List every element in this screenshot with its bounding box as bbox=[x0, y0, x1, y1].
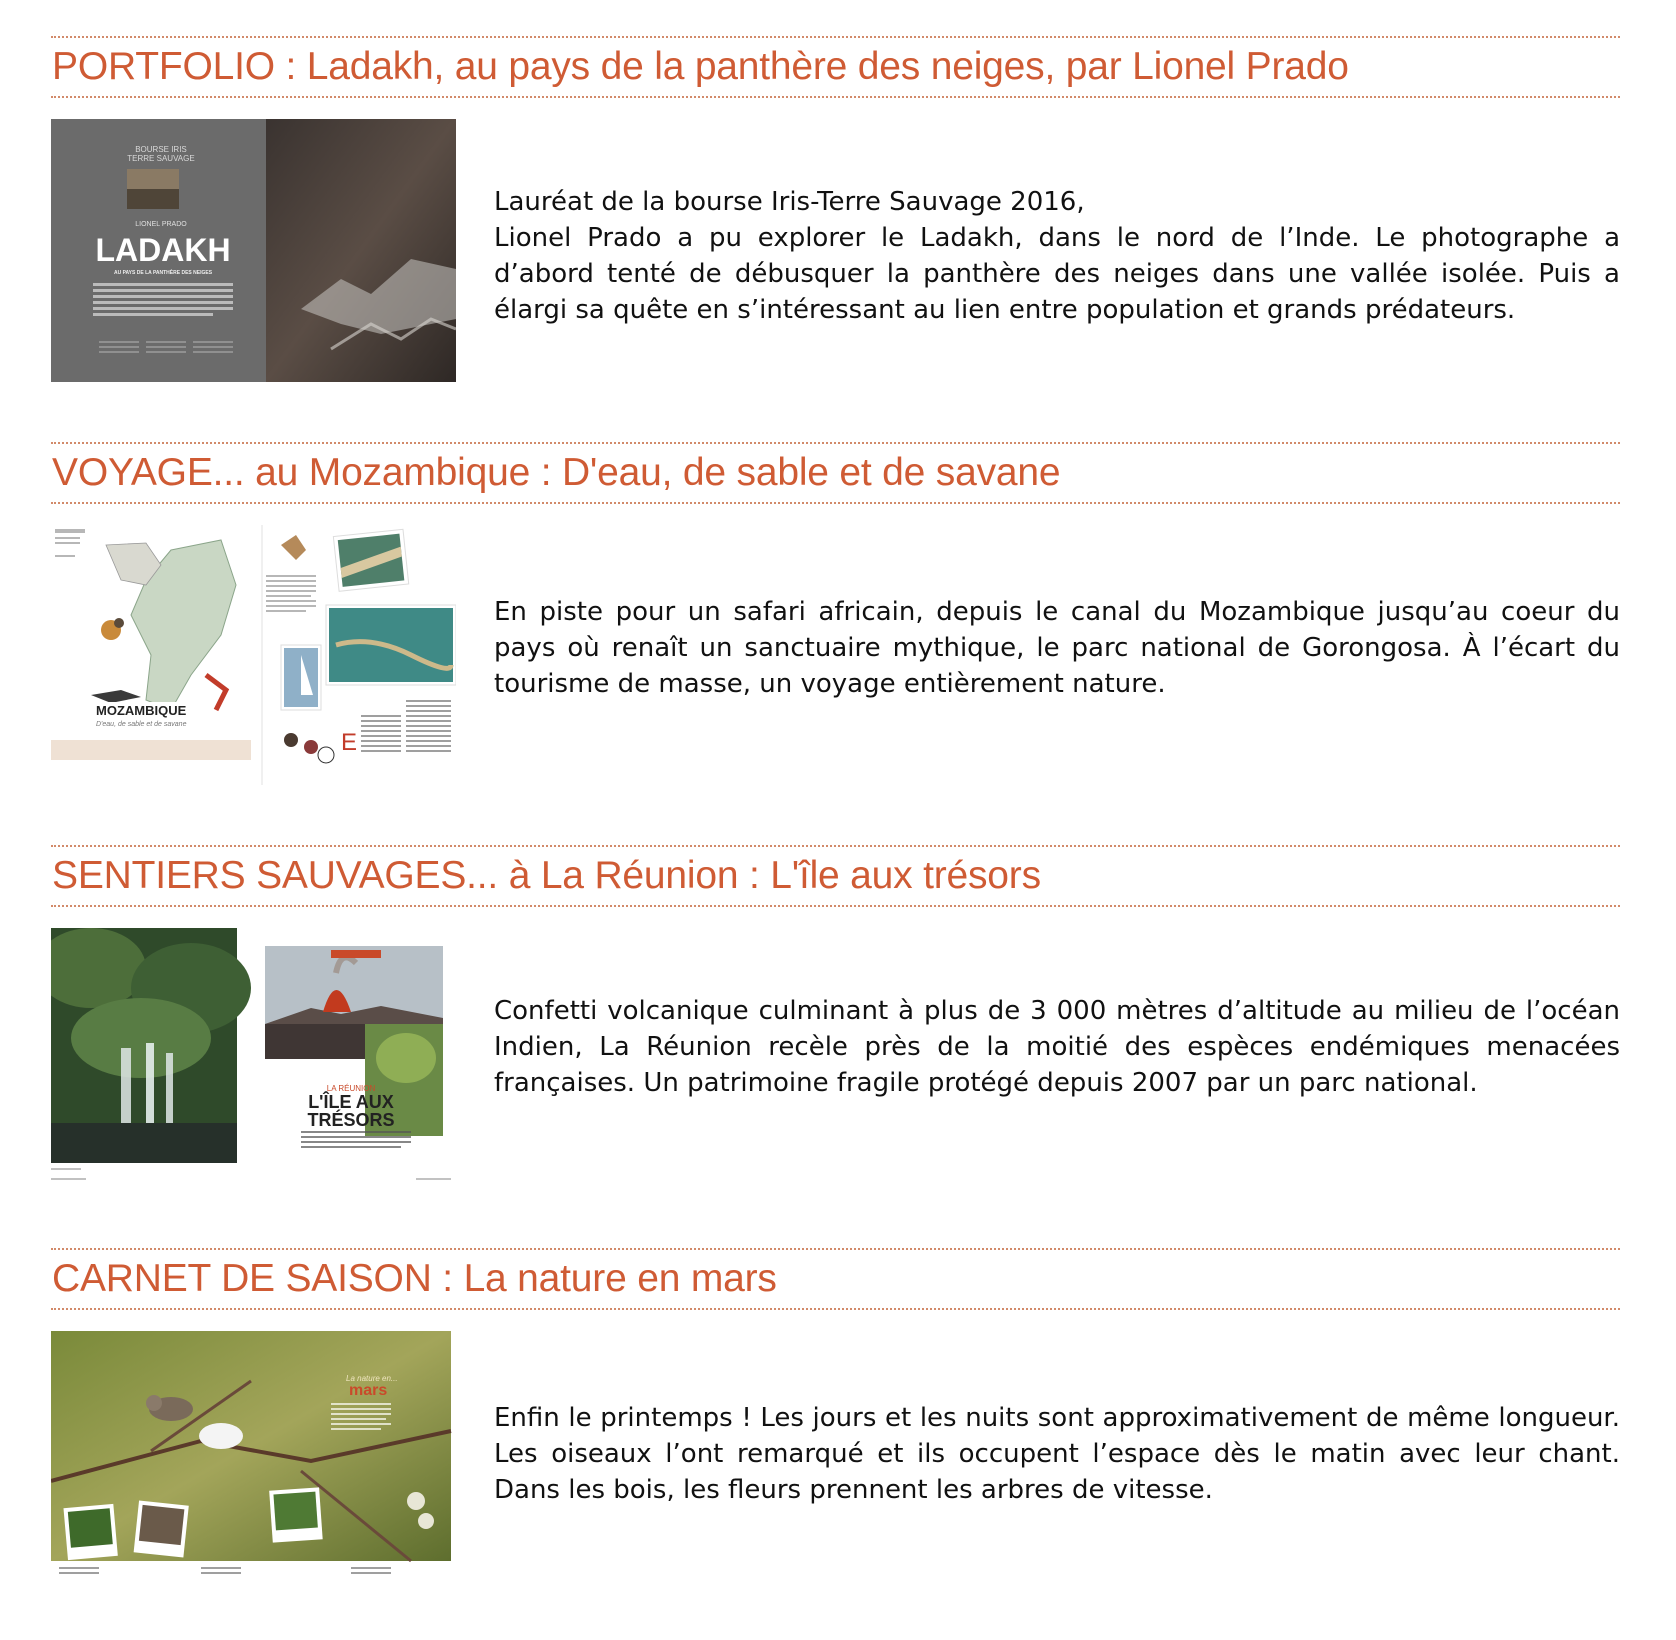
thumb-headline: mars bbox=[349, 1382, 388, 1399]
carnet-spread-image bbox=[51, 1331, 456, 1591]
thumb-kicker: LA RÉUNION bbox=[326, 1084, 376, 1093]
magazine-spread-thumbnail[interactable] bbox=[51, 1331, 456, 1591]
article-body bbox=[51, 1310, 1620, 1600]
article-body bbox=[51, 504, 1620, 794]
thumb-headline-2: TRÉSORS bbox=[307, 1110, 395, 1130]
article-description bbox=[494, 1400, 1620, 1508]
thumb-byline: LIONEL PRADO bbox=[135, 221, 187, 228]
article-description bbox=[494, 594, 1620, 702]
article-portfolio bbox=[51, 36, 1620, 388]
description-paragraph: Lauréat de la bourse Iris-Terre Sauvage 2016, bbox=[494, 187, 1085, 217]
thumb-dropcap: E bbox=[341, 729, 358, 756]
thumb-headline-1: L'ÎLE AUX bbox=[308, 1092, 394, 1112]
article-title[interactable]: CARNET DE SAISON : La nature en mars bbox=[52, 1257, 777, 1300]
magazine-spread-thumbnail[interactable] bbox=[51, 928, 456, 1188]
description-paragraph: Confetti volcanique culminant à plus de 3 000 mètres d’altitude au milieu de l’océan Indien, La Réunion recèle près de la moitié des espèces endémiques menacées françaises. Un patrimoine fragile protégé depuis 2007 par un parc national. bbox=[494, 996, 1620, 1098]
article-title[interactable]: PORTFOLIO : Ladakh, au pays de la panthère des neiges, par Lionel Prado bbox=[52, 45, 1349, 88]
article-description bbox=[494, 184, 1620, 328]
article-description bbox=[494, 993, 1620, 1101]
mozambique-spread-image bbox=[51, 525, 456, 785]
reunion-spread-image bbox=[51, 928, 456, 1188]
description-paragraph: En piste pour un safari africain, depuis le canal du Mozambique jusqu’au coeur du pays où renaît un sanctuaire mythique, le parc national de Gorongosa. À l’écart du tourisme de masse, un voyage entièrement nature. bbox=[494, 597, 1620, 699]
thumb-headline: MOZAMBIQUE bbox=[96, 703, 187, 718]
thumb-subhead: D'eau, de sable et de savane bbox=[96, 721, 187, 728]
magazine-spread-thumbnail[interactable] bbox=[51, 525, 456, 785]
thumb-kicker-2: TERRE SAUVAGE bbox=[127, 154, 195, 163]
description-paragraph: Lionel Prado a pu explorer le Ladakh, dans le nord de l’Inde. Le photographe a d’abord tenté de débusquer la panthère des neiges dans une vallée isolée. Puis a élargi sa quête en s’intéressant au lien entre population et grands prédateurs. bbox=[494, 223, 1620, 325]
ladakh-spread-image bbox=[51, 119, 456, 382]
thumb-kicker-1: BOURSE IRIS bbox=[135, 145, 187, 154]
article-carnet-de-saison bbox=[51, 1248, 1620, 1600]
thumb-kicker: La nature en... bbox=[346, 1374, 398, 1383]
article-body bbox=[51, 907, 1620, 1197]
thumb-subhead: AU PAYS DE LA PANTHÈRE DES NEIGES bbox=[113, 270, 213, 276]
article-voyage bbox=[51, 442, 1620, 794]
article-sentiers-sauvages bbox=[51, 845, 1620, 1197]
article-body bbox=[51, 98, 1620, 388]
thumb-headline: LADAKH bbox=[95, 232, 231, 268]
description-paragraph: Enfin le printemps ! Les jours et les nuits sont approximativement de même longueur. Les oiseaux l’ont remarqué et ils occupent l’espace dès le matin avec leur chant. Dans les bois, les fleurs prennent les arbres de vitesse. bbox=[494, 1403, 1620, 1505]
article-title[interactable]: SENTIERS SAUVAGES... à La Réunion : L'île aux trésors bbox=[52, 854, 1041, 897]
article-title[interactable]: VOYAGE... au Mozambique : D'eau, de sable et de savane bbox=[52, 451, 1061, 494]
magazine-spread-thumbnail[interactable] bbox=[51, 119, 456, 382]
